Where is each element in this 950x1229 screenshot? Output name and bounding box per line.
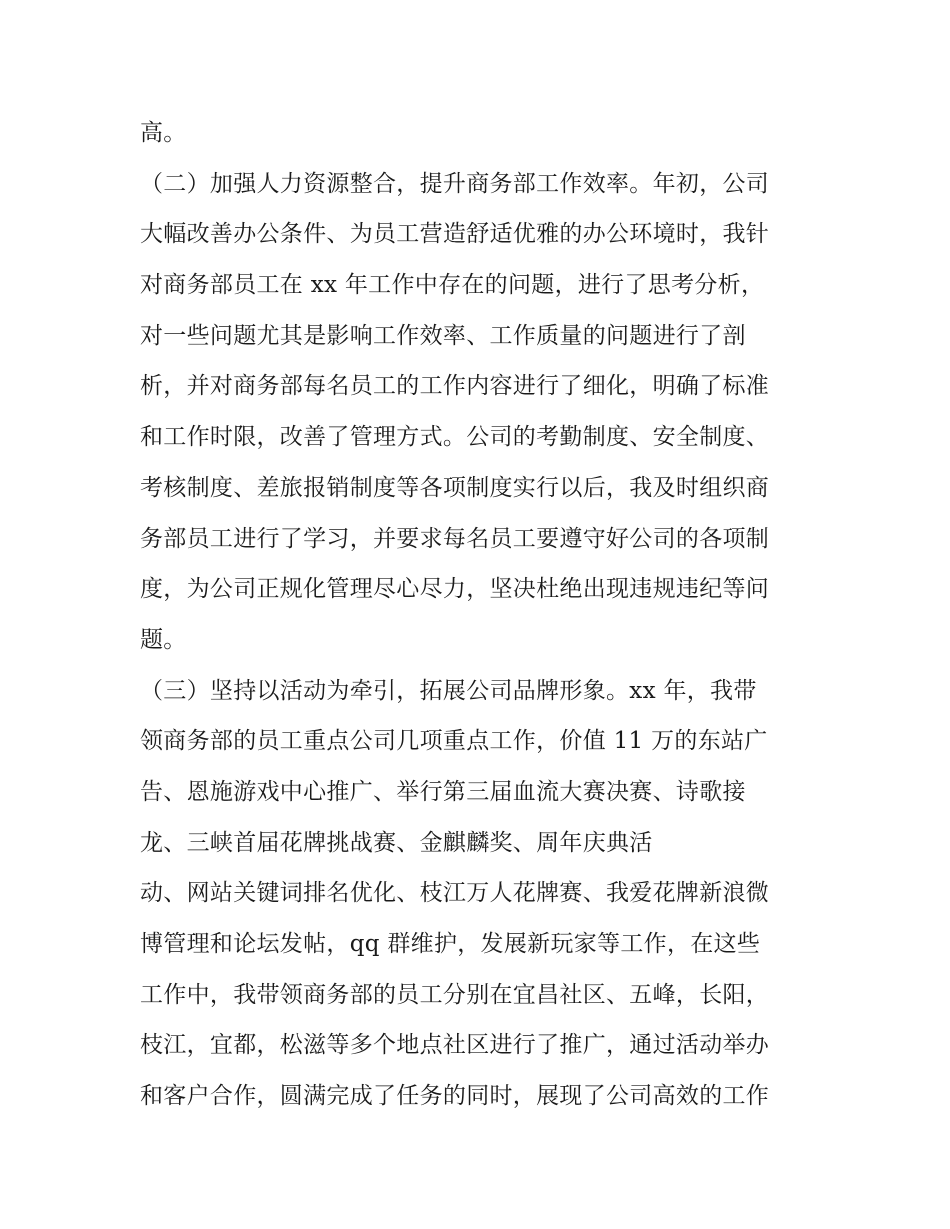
- text-line: 龙、三峡首届花牌挑战赛、金麒麟奖、周年庆典活: [140, 829, 653, 856]
- text-line: 析，并对商务部每名员工的工作内容进行了细化，明确了标准: [140, 373, 770, 400]
- text-line: （三）坚持以活动为牵引，拓展公司品牌形象。xx 年，我带: [140, 677, 757, 704]
- text-line: 枝江，宜都，松滋等多个地点社区进行了推广，通过活动举办: [140, 1032, 770, 1059]
- text-line: （二）加强人力资源整合，提升商务部工作效率。年初，公司: [140, 170, 770, 197]
- text-line: 动、网站关键词排名优化、枝江万人花牌赛、我爱花牌新浪微: [140, 880, 770, 907]
- text-line: 考核制度、差旅报销制度等各项制度实行以后，我及时组织商: [140, 474, 770, 501]
- text-line: 大幅改善办公条件、为员工营造舒适优雅的办公环境时，我针: [140, 221, 770, 248]
- text-line: 务部员工进行了学习，并要求每名员工要遵守好公司的各项制: [140, 525, 770, 552]
- text-line: 题。: [140, 626, 187, 653]
- text-line: 和客户合作，圆满完成了任务的同时，展现了公司高效的工作: [140, 1083, 770, 1110]
- document-body: [140, 108, 820, 1122]
- text-line: 工作中，我带领商务部的员工分别在宜昌社区、五峰，长阳，: [140, 981, 770, 1008]
- text-line: 领商务部的员工重点公司几项重点工作，价值 11 万的东站广: [140, 728, 768, 755]
- text-line: 博管理和论坛发帖，qq 群维护，发展新玩家等工作，在这些: [140, 931, 761, 957]
- text-line: 告、恩施游戏中心推广、举行第三届血流大赛决赛、诗歌接: [140, 778, 746, 805]
- text-line: 和工作时限，改善了管理方式。公司的考勤制度、安全制度、: [140, 424, 770, 451]
- text-line: 高。: [140, 120, 187, 146]
- text-line: 度，为公司正规化管理尽心尽力，坚决杜绝出现违规违纪等问: [140, 576, 770, 603]
- text-line: 对一些问题尤其是影响工作效率、工作质量的问题进行了剖: [140, 322, 746, 349]
- text-line: 对商务部员工在 xx 年工作中存在的问题，进行了思考分析，: [140, 272, 765, 299]
